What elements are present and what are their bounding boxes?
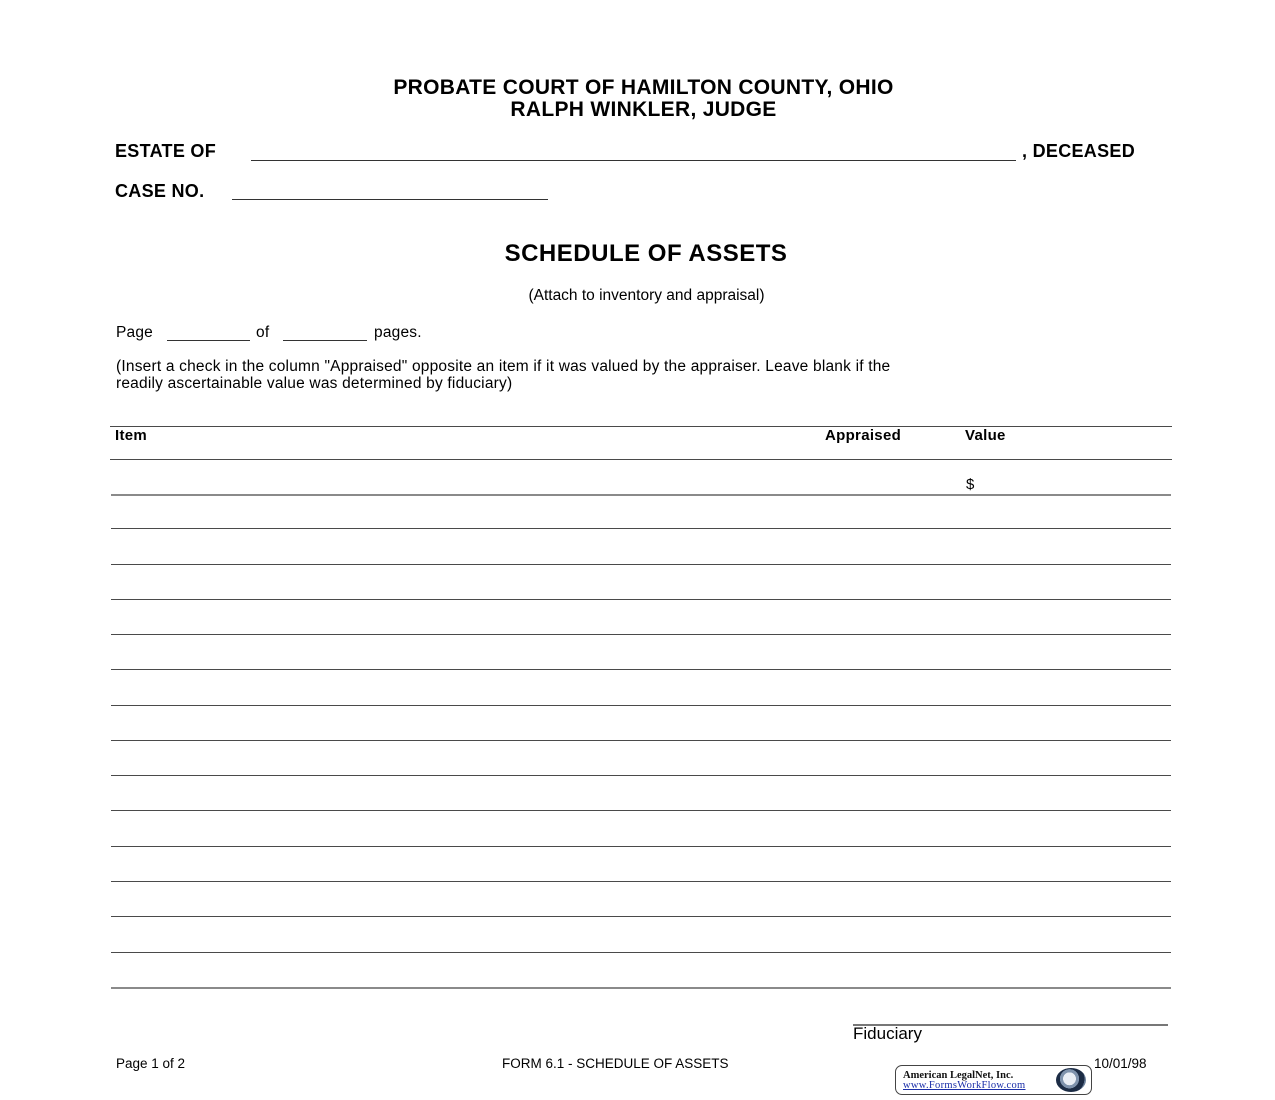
deceased-label: , DECEASED <box>1022 141 1136 161</box>
page-label: Page <box>116 324 153 341</box>
table-row[interactable] <box>111 847 1171 882</box>
table-row[interactable] <box>111 953 1171 987</box>
american-legalnet-logo[interactable] <box>895 1065 1092 1095</box>
table-bottom-border <box>111 987 1171 989</box>
page-of-label: of <box>256 324 270 341</box>
table-row[interactable] <box>111 460 1171 495</box>
pages-label: pages. <box>374 324 422 341</box>
instructions <box>116 358 890 392</box>
court-name: PROBATE COURT OF HAMILTON COUNTY, OHIO <box>393 76 894 99</box>
table-row[interactable] <box>111 741 1171 776</box>
table-row[interactable] <box>111 811 1171 846</box>
logo-url-link[interactable]: www.FormsWorkFlow.com <box>903 1080 1026 1091</box>
globe-icon <box>1056 1068 1086 1092</box>
table-row[interactable] <box>111 635 1171 670</box>
fiduciary-label: Fiduciary <box>853 1024 922 1043</box>
table-row[interactable] <box>111 565 1171 600</box>
table-row[interactable] <box>111 706 1171 741</box>
form-name: FORM 6.1 - SCHEDULE OF ASSETS <box>502 1056 729 1071</box>
table-row[interactable] <box>111 670 1171 706</box>
column-header-appraised: Appraised <box>825 427 902 444</box>
estate-label: ESTATE OF <box>115 141 217 161</box>
table-top-border <box>110 426 1172 427</box>
instructions-line-2: readily ascertainable value was determined by fiduciary) <box>116 375 513 392</box>
case-number-field[interactable] <box>232 199 548 200</box>
form-subtitle: (Attach to inventory and appraisal) <box>528 287 765 304</box>
estate-name-field[interactable] <box>251 160 1016 161</box>
table-row[interactable] <box>111 495 1171 529</box>
page-number-field[interactable] <box>167 340 250 341</box>
table-row[interactable] <box>111 600 1171 635</box>
case-number-label: CASE NO. <box>115 181 205 201</box>
page-indicator: Page 1 of 2 <box>116 1056 186 1071</box>
table-row[interactable] <box>111 917 1171 952</box>
currency-symbol: $ <box>966 476 975 493</box>
table-row[interactable] <box>111 776 1171 811</box>
table-row[interactable] <box>111 529 1171 564</box>
total-pages-field[interactable] <box>283 340 367 341</box>
form-title: SCHEDULE OF ASSETS <box>504 240 788 267</box>
form-date: 10/01/98 <box>1094 1056 1147 1071</box>
instructions-line-1: (Insert a check in the column "Appraised" opposite an item if it was valued by the appraiser. Leave blank if the <box>116 358 891 375</box>
table-row[interactable] <box>111 882 1171 917</box>
judge-name: RALPH WINKLER, JUDGE <box>510 98 777 121</box>
column-header-item: Item <box>115 427 148 444</box>
logo-company-name: American LegalNet, Inc. <box>903 1070 1014 1081</box>
column-header-value: Value <box>965 427 1006 444</box>
asset-table-body <box>111 460 1171 988</box>
